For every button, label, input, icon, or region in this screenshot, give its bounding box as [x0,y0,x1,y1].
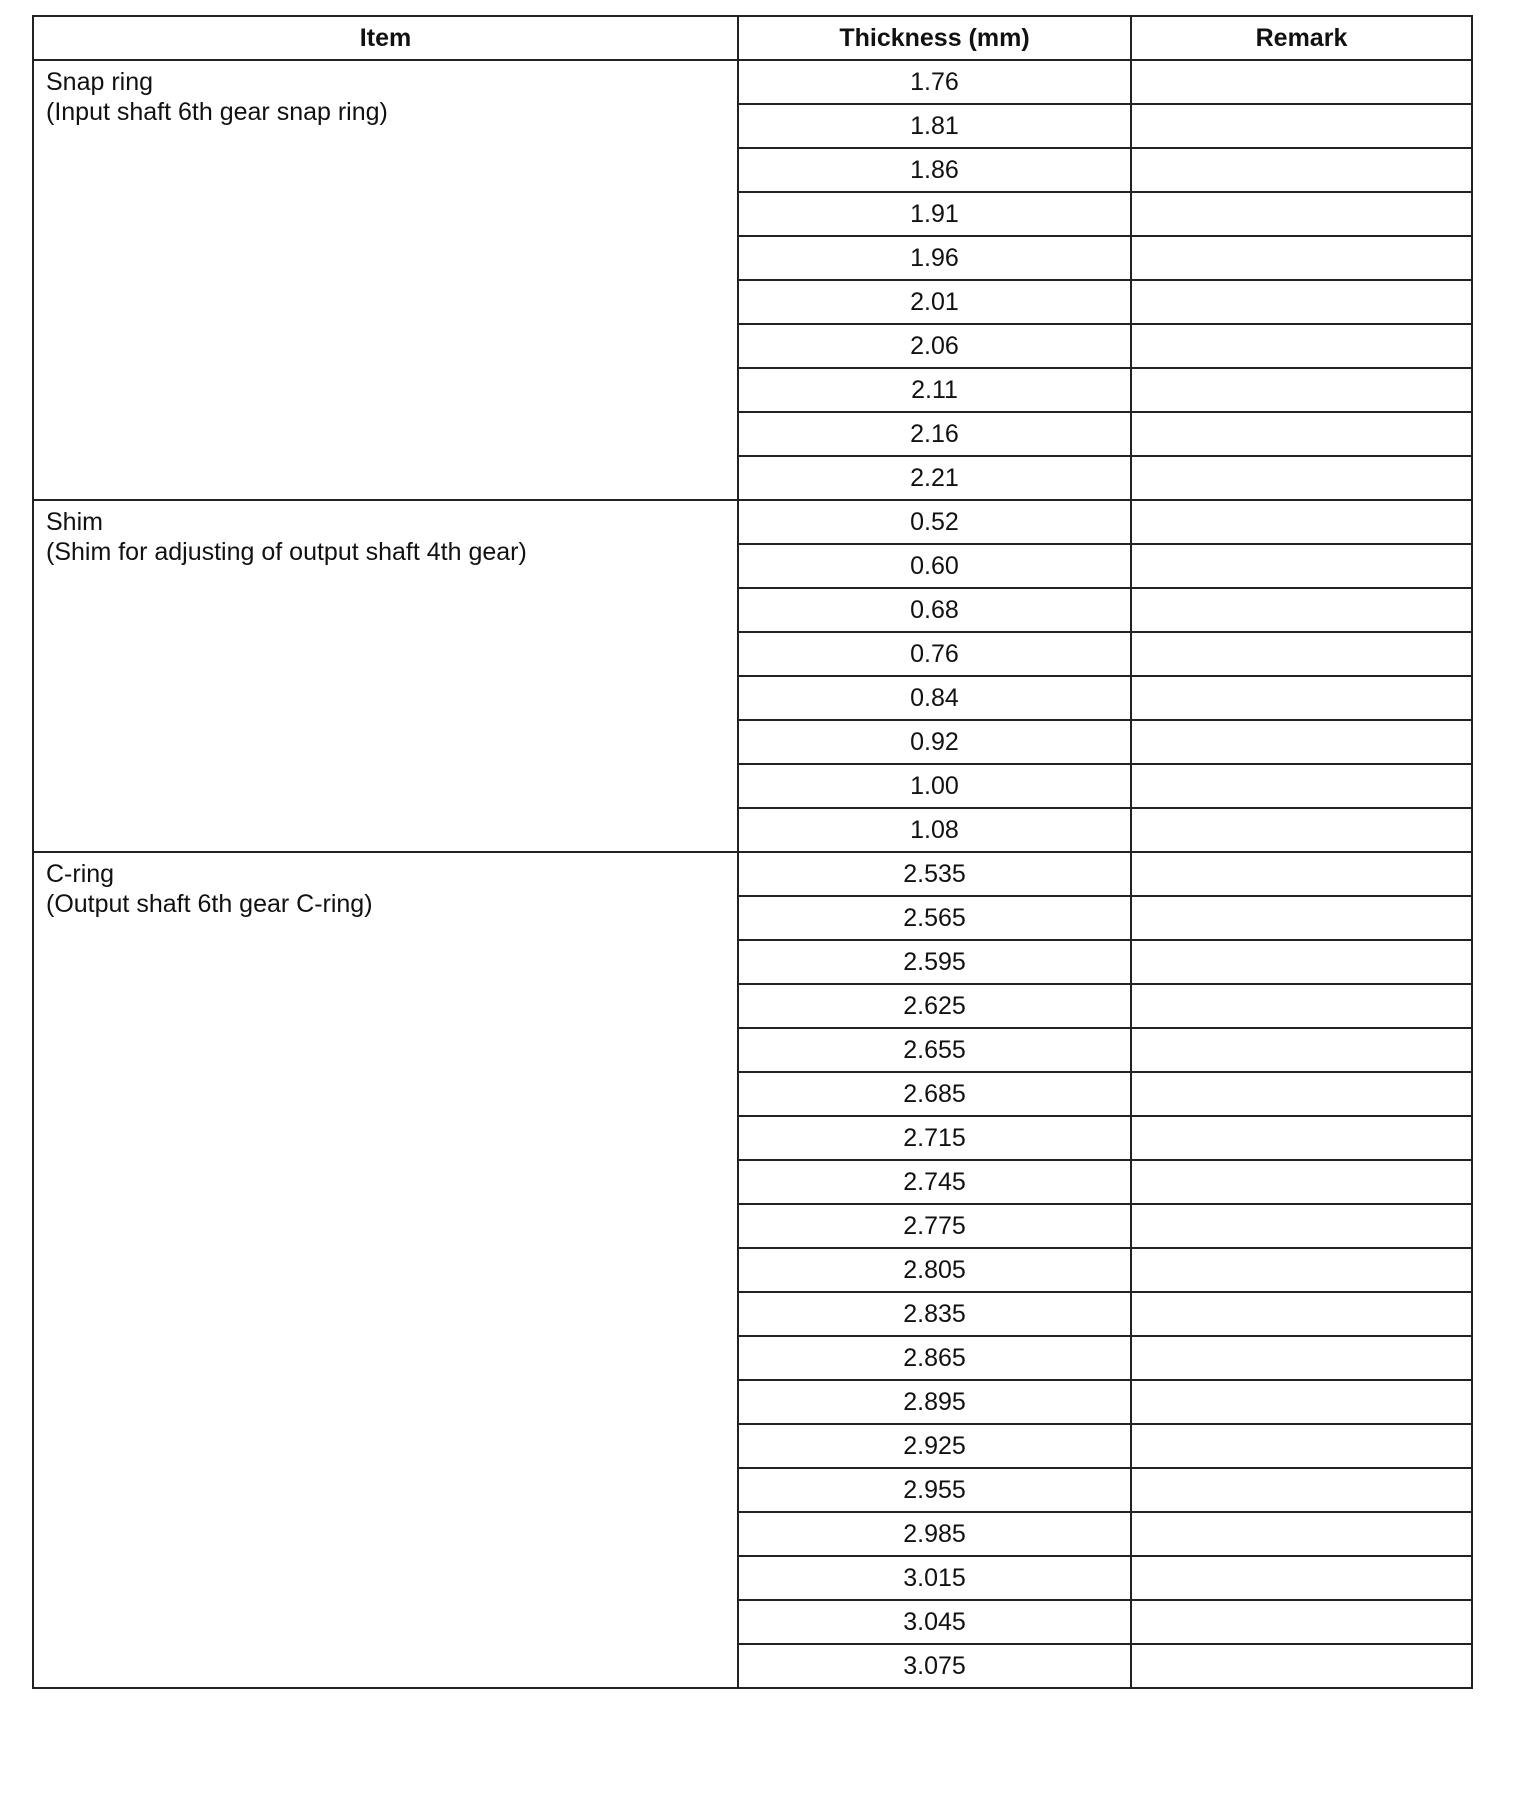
remark-cell [1131,1600,1472,1644]
thickness-value: 1.86 [738,148,1131,192]
header-thickness: Thickness (mm) [738,16,1131,60]
thickness-value: 0.84 [738,676,1131,720]
remark-cell [1131,1644,1472,1688]
remark-cell [1131,1028,1472,1072]
thickness-value: 2.625 [738,984,1131,1028]
item-name: Snap ring [46,68,154,96]
remark-cell [1131,544,1472,588]
item-description: (Output shaft 6th gear C-ring) [46,890,373,918]
thickness-value: 2.745 [738,1160,1131,1204]
table-row [33,852,1472,896]
item-cell [33,60,738,500]
thickness-value: 1.08 [738,808,1131,852]
thickness-value: 2.11 [738,368,1131,412]
table-body [33,60,1472,1688]
item-cell [33,500,738,852]
thickness-value: 2.715 [738,1116,1131,1160]
thickness-value: 2.865 [738,1336,1131,1380]
item-description: (Input shaft 6th gear snap ring) [46,98,388,126]
remark-cell [1131,456,1472,500]
remark-cell [1131,1556,1472,1600]
remark-cell [1131,676,1472,720]
thickness-value: 0.76 [738,632,1131,676]
thickness-value: 2.535 [738,852,1131,896]
remark-cell [1131,984,1472,1028]
remark-cell [1131,500,1472,544]
thickness-value: 2.595 [738,940,1131,984]
remark-cell [1131,104,1472,148]
remark-cell [1131,852,1472,896]
remark-cell [1131,1468,1472,1512]
remark-cell [1131,1424,1472,1468]
remark-cell [1131,808,1472,852]
thickness-value: 1.76 [738,60,1131,104]
thickness-value: 2.775 [738,1204,1131,1248]
remark-cell [1131,324,1472,368]
remark-cell [1131,1116,1472,1160]
table-header-row [33,16,1472,60]
remark-cell [1131,1248,1472,1292]
item-cell [33,852,738,1688]
thickness-value: 0.92 [738,720,1131,764]
remark-cell [1131,1336,1472,1380]
thickness-value: 2.835 [738,1292,1131,1336]
remark-cell [1131,280,1472,324]
thickness-value: 1.96 [738,236,1131,280]
thickness-value: 1.81 [738,104,1131,148]
thickness-value: 3.015 [738,1556,1131,1600]
header-item: Item [33,16,738,60]
remark-cell [1131,1072,1472,1116]
thickness-spec-table [32,15,1473,1689]
remark-cell [1131,412,1472,456]
remark-cell [1131,148,1472,192]
remark-cell [1131,720,1472,764]
item-name: C-ring [46,860,115,888]
thickness-value: 2.685 [738,1072,1131,1116]
remark-cell [1131,632,1472,676]
table-row [33,60,1472,104]
remark-cell [1131,588,1472,632]
thickness-value: 2.985 [738,1512,1131,1556]
remark-cell [1131,60,1472,104]
thickness-value: 2.805 [738,1248,1131,1292]
thickness-value: 0.60 [738,544,1131,588]
thickness-value: 2.16 [738,412,1131,456]
remark-cell [1131,1380,1472,1424]
thickness-value: 3.075 [738,1644,1131,1688]
thickness-value: 2.895 [738,1380,1131,1424]
header-remark: Remark [1131,16,1472,60]
remark-cell [1131,940,1472,984]
thickness-value: 0.68 [738,588,1131,632]
thickness-value: 2.925 [738,1424,1131,1468]
thickness-value: 0.52 [738,500,1131,544]
thickness-value: 2.955 [738,1468,1131,1512]
item-name: Shim [46,508,103,536]
remark-cell [1131,764,1472,808]
thickness-value: 2.565 [738,896,1131,940]
thickness-value: 2.655 [738,1028,1131,1072]
thickness-value: 2.21 [738,456,1131,500]
thickness-value: 2.01 [738,280,1131,324]
remark-cell [1131,896,1472,940]
remark-cell [1131,1160,1472,1204]
thickness-value: 2.06 [738,324,1131,368]
table-row [33,500,1472,544]
remark-cell [1131,368,1472,412]
thickness-value: 1.00 [738,764,1131,808]
remark-cell [1131,192,1472,236]
remark-cell [1131,1512,1472,1556]
item-description: (Shim for adjusting of output shaft 4th gear) [46,538,527,566]
thickness-value: 3.045 [738,1600,1131,1644]
remark-cell [1131,1204,1472,1248]
remark-cell [1131,236,1472,280]
remark-cell [1131,1292,1472,1336]
thickness-value: 1.91 [738,192,1131,236]
